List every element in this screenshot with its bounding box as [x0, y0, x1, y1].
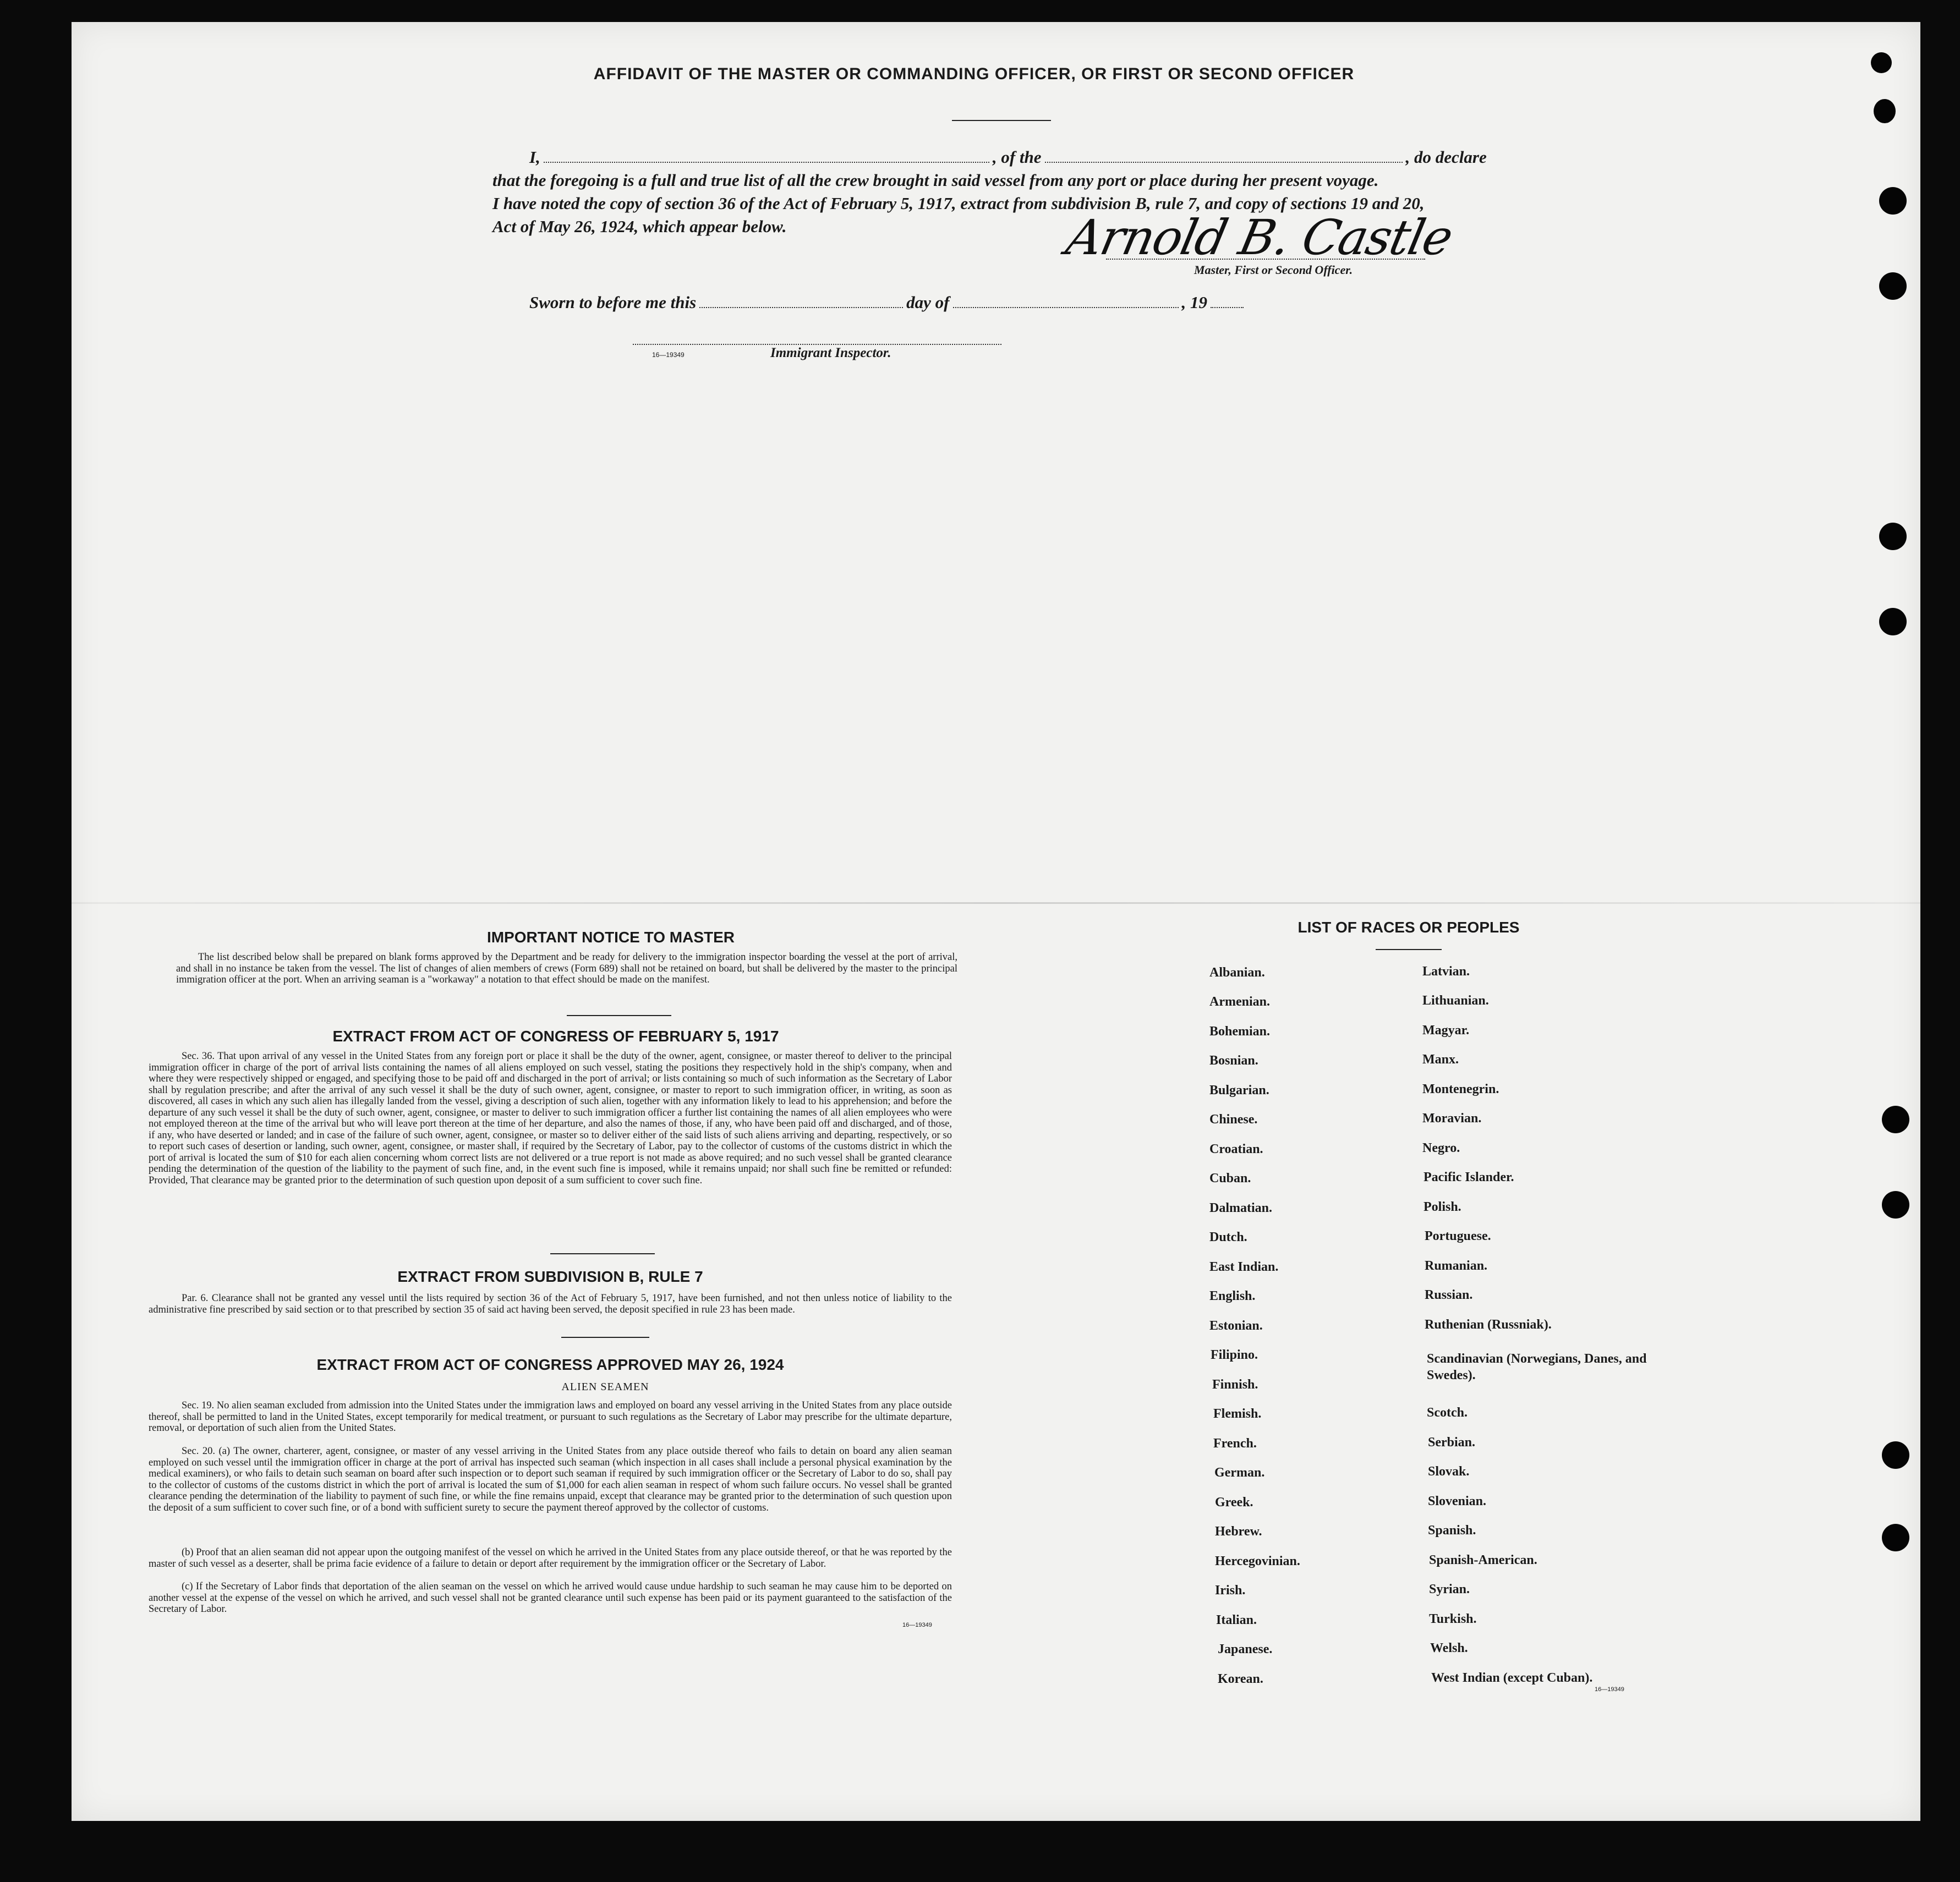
affidavit-form-number: 16—19349 [652, 351, 685, 359]
race-item: Greek. [1215, 1495, 1253, 1510]
race-item: Cuban. [1209, 1171, 1251, 1186]
race-item: Moravian. [1422, 1111, 1482, 1126]
race-item: Slovak. [1428, 1464, 1470, 1479]
race-item: Japanese. [1218, 1642, 1273, 1656]
extract-rule7-body: Par. 6. Clearance shall not be granted any vessel until the lists required by section 36 of the Act of February 5, 1917, have been furnished, and not then unless notice of liability to the administrative fine prescribed by said section or to that prescribed by section 35 of said act having been served, the deposit specified in rule 23 has been made. [149, 1293, 952, 1315]
punch-hole [1874, 99, 1896, 123]
master-signature: Arnold B. Castle [1061, 209, 1457, 266]
affidavit-line-1 [529, 147, 1487, 167]
race-item: Bohemian. [1209, 1024, 1271, 1039]
race-item: Hercegovinian. [1215, 1554, 1300, 1568]
race-item: Scotch. [1427, 1406, 1468, 1420]
race-item: Flemish. [1213, 1407, 1262, 1421]
race-item: Armenian. [1209, 995, 1270, 1009]
race-item: French. [1213, 1436, 1257, 1451]
extract-1917-body: Sec. 36. That upon arrival of any vessel in the United States from any foreign port or place it shall be the duty of the owner, agent, consignee, or master thereof to deliver to the principal immigration officer in charge of the port of arrival lists containing the names of all aliens employed on such vessel, stating the positions they respectively hold in the ship's company, when and where they were respectively shipped or engaged, and specifying those to be paid off and discharged in the port of arrival; or lists containing so much of such information as the Secretary of Labor shall by regulation prescribe; and after the arrival of any such vessel it shall be the duty of such owner, agent, consignee, or master to report to such immigration officer, in writing, as soon as discovered, all cases in which any such alien has illegally landed from the vessel, giving a description of such alien, together with any information likely to lead to his apprehension; and before the departure of any such vessel it shall be the duty of such owner, agent, consignee, or master to deliver to such immigration officer a further list containing the names of all alien employees who were not employed thereon at the time of the arrival but who will leave port thereon at the time of her departure, and also the names of those, if any, who have been paid off and discharged, and of those, if any, who have deserted or landed; and in case of the failure of such owner, agent, consignee, or master so to deliver either of the said lists of such aliens arriving and departing, respectively, or so to report such cases of desertion or landing, such owner, agent, consignee, or master shall, if required by the Secretary of Labor, pay to the collector of customs of the customs district in which the port of arrival is located the sum of $10 for each alien concerning whom correct lists are not delivered or a true report is not made as above required; and no such vessel shall be granted clearance pending the determination of the question of the liability to the payment of such fine, and, in the event such fine is imposed, while it remains unpaid; nor shall such fine be remitted or refunded: Provided, That clearance may be granted prior to the determination of such question upon deposit of a sum sufficient to cover such fine. [149, 1051, 952, 1186]
punch-hole [1871, 52, 1892, 73]
divider [561, 1337, 649, 1338]
punch-hole [1882, 1441, 1909, 1469]
punch-hole [1879, 272, 1907, 300]
extract-form-number: 16—19349 [902, 1622, 932, 1628]
extract-1924-sec20c: (c) If the Secretary of Labor finds that deportation of the alien seaman on the vessel on which he arrived would cause undue hardship to such seaman he may cause him to be deported on another vessel at the expense of the vessel on which he arrived, and such vessel shall not be granted clearance until such expense has been paid or its payment guaranteed to the satisfaction of the Secretary of Labor. [149, 1581, 952, 1615]
race-item: Albanian. [1209, 965, 1265, 980]
extract-1924-subtitle: ALIEN SEAMEN [561, 1381, 649, 1393]
race-item: Portuguese. [1425, 1229, 1491, 1243]
race-item: Chinese. [1209, 1112, 1258, 1127]
race-item: Croatian. [1209, 1142, 1263, 1156]
day-of-label: day of [906, 293, 950, 312]
sworn-month-field[interactable] [953, 307, 1179, 308]
race-item: East Indian. [1209, 1260, 1279, 1274]
sworn-day-field[interactable] [699, 307, 903, 308]
race-item: Lithuanian. [1422, 994, 1489, 1008]
race-item: Scandinavian (Norwegians, Danes, and Swedes). [1427, 1352, 1647, 1382]
declare-label: , do declare [1405, 147, 1487, 167]
sworn-line [529, 293, 1247, 312]
declarant-name-field[interactable] [544, 162, 989, 163]
races-form-number: 16—19349 [1595, 1686, 1624, 1693]
race-item: Polish. [1424, 1200, 1461, 1214]
race-item: Italian. [1216, 1613, 1257, 1627]
race-item: Latvian. [1422, 964, 1470, 979]
race-item: Negro. [1422, 1141, 1460, 1155]
race-item: Spanish. [1428, 1523, 1476, 1538]
race-item: Spanish-American. [1429, 1553, 1537, 1567]
vessel-label: , of the [992, 147, 1042, 167]
race-item: Dutch. [1209, 1230, 1247, 1244]
punch-hole [1879, 187, 1907, 215]
race-item: Estonian. [1209, 1319, 1263, 1333]
race-item: Filipino. [1211, 1348, 1258, 1362]
race-item: Dalmatian. [1209, 1201, 1272, 1215]
extract-rule7-title: EXTRACT FROM SUBDIVISION B, RULE 7 [397, 1268, 703, 1285]
extract-1924-title: EXTRACT FROM ACT OF CONGRESS APPROVED MAY 26, 1924 [316, 1356, 784, 1373]
divider [567, 1015, 671, 1016]
race-item: Serbian. [1428, 1435, 1476, 1450]
race-item: Syrian. [1429, 1582, 1470, 1596]
race-item: Rumanian. [1425, 1259, 1488, 1273]
year-label: , 19 [1181, 293, 1207, 312]
fold-line [72, 902, 1920, 904]
punch-hole [1882, 1106, 1909, 1133]
inspector-caption: Immigrant Inspector. [770, 345, 891, 360]
extract-1924-sec20b: (b) Proof that an alien seaman did not appear upon the outgoing manifest of the vessel on which he arrived in the United States from any place outside thereof, or that he was reported by the master of such vessel as a deserter, shall be prima facie evidence of a failure to detain or deport after requirement by the immigration officer or the Secretary of Labor. [149, 1547, 952, 1570]
signature-caption: Master, First or Second Officer. [1194, 263, 1353, 277]
extract-1924-sec20a: Sec. 20. (a) The owner, charterer, agent, consignee, or master of any vessel arriving in the United States from any place outside thereof who fails to detain on board any alien seaman employed on such vessel until the immigration officer in charge at the port of arrival has inspected such seaman (which inspection in all cases shall include a personal physical examination by the medical examiners), or who fails to detain such seaman on board after such inspection or to deport such seaman if required by such immigration officer or the Secretary of Labor to do so, shall pay to the collector of customs of the customs district in which the port of arrival is located the sum of $1,000 for each alien seaman in respect of whom such failure occurs. No vessel shall be granted clearance pending the determination of the liability to payment of such fine, or while the fine remains unpaid, except that clearance may be granted prior to the determination of such question upon the deposit of a sum sufficient to cover such fine, or of a bond with sufficient surety to secure the payment thereof approved by the collector of customs. [149, 1446, 952, 1513]
race-item: English. [1209, 1289, 1256, 1303]
sworn-year-field[interactable] [1211, 307, 1244, 308]
race-item: German. [1214, 1466, 1265, 1480]
signature-line [1106, 259, 1425, 260]
race-item: Montenegrin. [1422, 1082, 1499, 1096]
race-item: Pacific Islander. [1424, 1170, 1514, 1184]
race-item: Welsh. [1430, 1641, 1468, 1655]
title-rule [952, 120, 1051, 121]
race-item: Manx. [1422, 1052, 1459, 1067]
race-item: Magyar. [1422, 1023, 1470, 1038]
races-title: LIST OF RACES OR PEOPLES [1297, 919, 1520, 936]
extract-1924-sec19: Sec. 19. No alien seaman excluded from admission into the United States under the immigration laws and employed on board any vessel arriving in the United States from any place outside thereof, shall be permitted to land in the United States, except temporarily for medical treatment, or pursuant to such regulations as the Secretary of Labor may prescribe for the ultimate departure, removal, or deportation of such alien from the United States. [149, 1400, 952, 1434]
race-item: Ruthenian (Russniak). [1425, 1318, 1552, 1332]
affidavit-line-2: that the foregoing is a full and true list of all the crew brought in said vessel from any port or place during her present voyage. [492, 171, 1379, 190]
inspector-signature-line [633, 344, 1001, 345]
race-item: Irish. [1215, 1583, 1246, 1598]
race-item: Hebrew. [1215, 1524, 1262, 1539]
punch-hole [1879, 523, 1907, 550]
race-item: Turkish. [1429, 1612, 1477, 1626]
race-item: Bulgarian. [1209, 1083, 1269, 1098]
race-item: Finnish. [1212, 1378, 1258, 1392]
punch-hole [1882, 1524, 1909, 1551]
sworn-label: Sworn to before me this [529, 293, 697, 312]
punch-hole [1882, 1191, 1909, 1219]
race-item: Russian. [1425, 1288, 1473, 1302]
punch-hole [1879, 608, 1907, 635]
races-title-rule [1376, 949, 1442, 950]
race-item: Korean. [1218, 1672, 1263, 1686]
race-item: Bosnian. [1209, 1054, 1258, 1068]
race-item: West Indian (except Cuban). [1431, 1671, 1593, 1685]
extract-1917-title: EXTRACT FROM ACT OF CONGRESS OF FEBRUARY 5, 1917 [332, 1028, 779, 1045]
affidavit-title: AFFIDAVIT OF THE MASTER OR COMMANDING OFFICER, OR FIRST OR SECOND OFFICER [593, 65, 1355, 83]
vessel-name-field[interactable] [1045, 162, 1403, 163]
divider [550, 1253, 655, 1254]
notice-body: The list described below shall be prepared on blank forms approved by the Department and be ready for delivery to the immigration inspector boarding the vessel at the port of arrival, and shall in no instance be taken from the vessel. The list of changes of alien members of crews (Form 689) shall not be retained on board, but shall be delivered by the master to the principal immigration officer at the port. When an arriving seaman is a "workaway" a notation to that effect should be made on the manifest. [176, 952, 957, 985]
affidavit-line-4: Act of May 26, 1924, which appear below. [492, 217, 787, 236]
race-item: Slovenian. [1428, 1494, 1487, 1508]
affidavit-line-3: I have noted the copy of section 36 of the Act of February 5, 1917, extract from subdivision B, rule 7, and copy of sections 19 and 20, [492, 194, 1425, 213]
declarant-label: I, [529, 147, 540, 167]
notice-title: IMPORTANT NOTICE TO MASTER [486, 929, 735, 946]
